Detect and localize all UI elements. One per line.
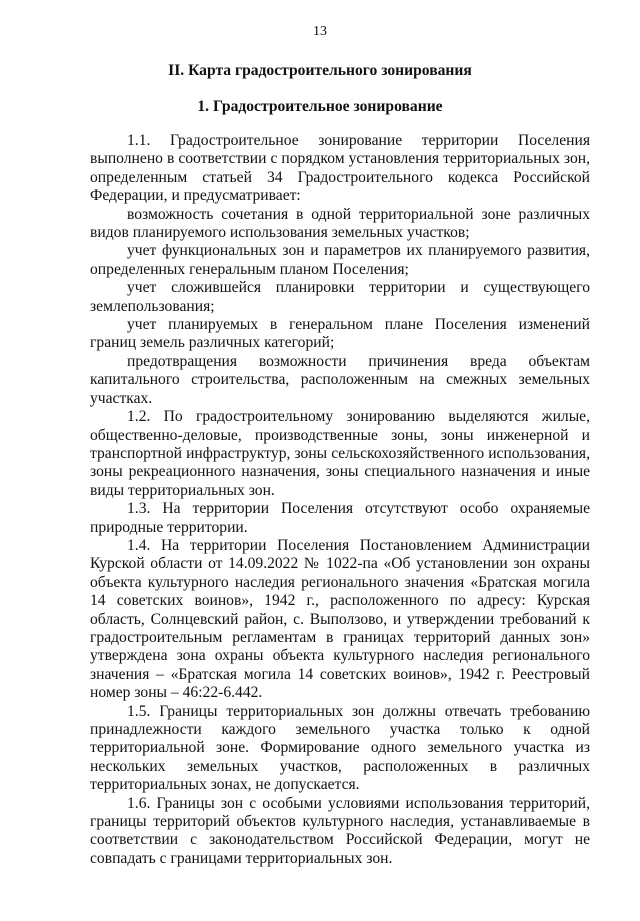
paragraph-1-4: 1.4. На территории Поселения Постановлением Администрации Курской области от 14.09.2022 № 1022-па «Об установлении зон охраны объекта культурного наследия регионального значения «Братская могила 14 советских воинов», 1942 г., расположенного по адресу: Курская область, Солнцевский район, с. Выползово, и утверждении требований к градостроительным регламентам в границах территорий данных зон» утверждена зона охраны объекта культурного наследия регионального значения – «Братская могила 14 советских воинов», 1942 г. Реестровый номер зоны – 46:22-6.442. (90, 536, 590, 702)
page-number: 13 (313, 24, 327, 39)
list-item-combination: возможность сочетания в одной территориальной зоне различных видов планируемого использования земельных участков; (90, 205, 590, 242)
list-item-existing-layout: учет сложившейся планировки территории и существующего землепользования; (90, 279, 590, 315)
paragraph-1-3: 1.3. На территории Поселения отсутствуют особо охраняемые природные территории. (90, 500, 590, 536)
list-item-functional-zones: учет функциональных зон и параметров их планируемого развития, определенных генеральным планом Поселения; (90, 242, 590, 278)
paragraph-1-5: 1.5. Границы территориальных зон должны отвечать требованию принадлежности каждого земельного участка только к одной территориальной зоне. Формирование одного земельного участка из нескольких земельных участков, расположенных в различных территориальных зонах, не допускается. (90, 702, 590, 794)
paragraph-1-2: 1.2. По градостроительному зонированию выделяются жилые, общественно-деловые, производственные зоны, зоны инженерной и транспортной инфраструктур, зоны сельскохозяйственного использования, зоны рекреационного назначения, зоны специального назначения и иные виды территориальных зон. (90, 408, 590, 499)
list-item-land-categories: учет планируемых в генеральном плане Поселения изменений границ земель различных категорий; (90, 316, 590, 352)
list-item-harm-prevention: предотвращения возможности причинения вреда объектам капитального строительства, расположенным на смежных земельных участках. (90, 352, 590, 407)
subsection-title: 1. Градостроительное зонирование (197, 98, 443, 115)
document-body (90, 132, 590, 868)
section-title: II. Карта градостроительного зонирования (168, 62, 472, 79)
paragraph-1-6: 1.6. Границы зон с особыми условиями использования территорий, границы территорий объектов культурного наследия, устанавливаемые в соответствии с законодательством Российской Федерации, могут не совпадать с границами территориальных зон. (90, 794, 590, 867)
paragraph-1-1: 1.1. Градостроительное зонирование территории Поселения выполнено в соответствии с порядком установления территориальных зон, определенным статьей 34 Градостроительного кодекса Российской Федерации, и предусматривает: (90, 132, 590, 205)
